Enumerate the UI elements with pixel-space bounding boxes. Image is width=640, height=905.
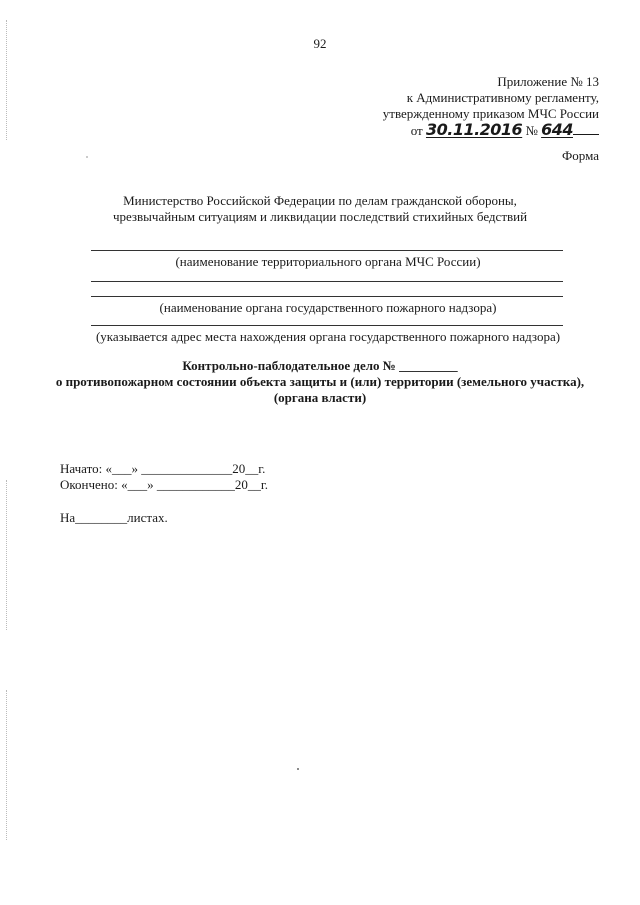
address-caption: (указывается адрес места нахождения органа государственного пожарного надзора) <box>95 329 561 344</box>
scan-speck <box>297 768 299 770</box>
case-title-line-1: Контрольно-паблодательное дело № _________ <box>182 358 458 373</box>
appendix-header <box>299 74 599 139</box>
order-date: 30.11.2016 <box>425 120 523 139</box>
scan-edge-artifact <box>6 20 10 140</box>
scan-edge-artifact <box>6 480 10 630</box>
fire-supervision-field-line-1 <box>91 281 563 282</box>
form-label: Форма <box>562 148 599 163</box>
fire-supervision-field-line-2 <box>91 296 563 297</box>
started-date: Начато: «___» ______________20__г. <box>60 461 266 476</box>
case-title-line-2: о противопожарном состоянии объекта защиты и (или) территории (земельного участка), <box>55 374 585 389</box>
case-title-line-3: (органа власти) <box>273 390 367 405</box>
fire-supervision-caption: (наименование органа государственного пожарного надзора) <box>159 300 497 315</box>
sheets-count: На________листах. <box>60 510 168 525</box>
scan-edge-artifact <box>6 690 10 840</box>
page-number: 92 <box>313 36 327 51</box>
order-prefix: от <box>410 123 423 138</box>
appendix-reference: к Административному регламенту, <box>406 90 599 105</box>
order-line <box>299 122 599 139</box>
dates-block <box>60 461 268 493</box>
order-number-blank <box>573 122 599 135</box>
order-number: 644 <box>541 120 573 139</box>
scan-speck <box>86 156 88 158</box>
case-title <box>0 358 640 406</box>
ministry-line-1: Министерство Российской Федерации по делам гражданской обороны, <box>123 193 517 208</box>
ministry-name <box>0 193 640 225</box>
territorial-body-caption: (наименование территориального органа МЧС России) <box>175 254 481 269</box>
appendix-title: Приложение № 13 <box>497 74 599 89</box>
finished-date: Окончено: «___» ____________20__г. <box>60 477 268 492</box>
ministry-line-2: чрезвычайным ситуациям и ликвидации последствий стихийных бедствий <box>112 209 528 224</box>
address-field-line <box>91 325 563 326</box>
territorial-body-field-line <box>91 250 563 251</box>
order-number-label: № <box>525 123 538 138</box>
appendix-approval: утвержденному приказом МЧС России <box>382 106 599 121</box>
